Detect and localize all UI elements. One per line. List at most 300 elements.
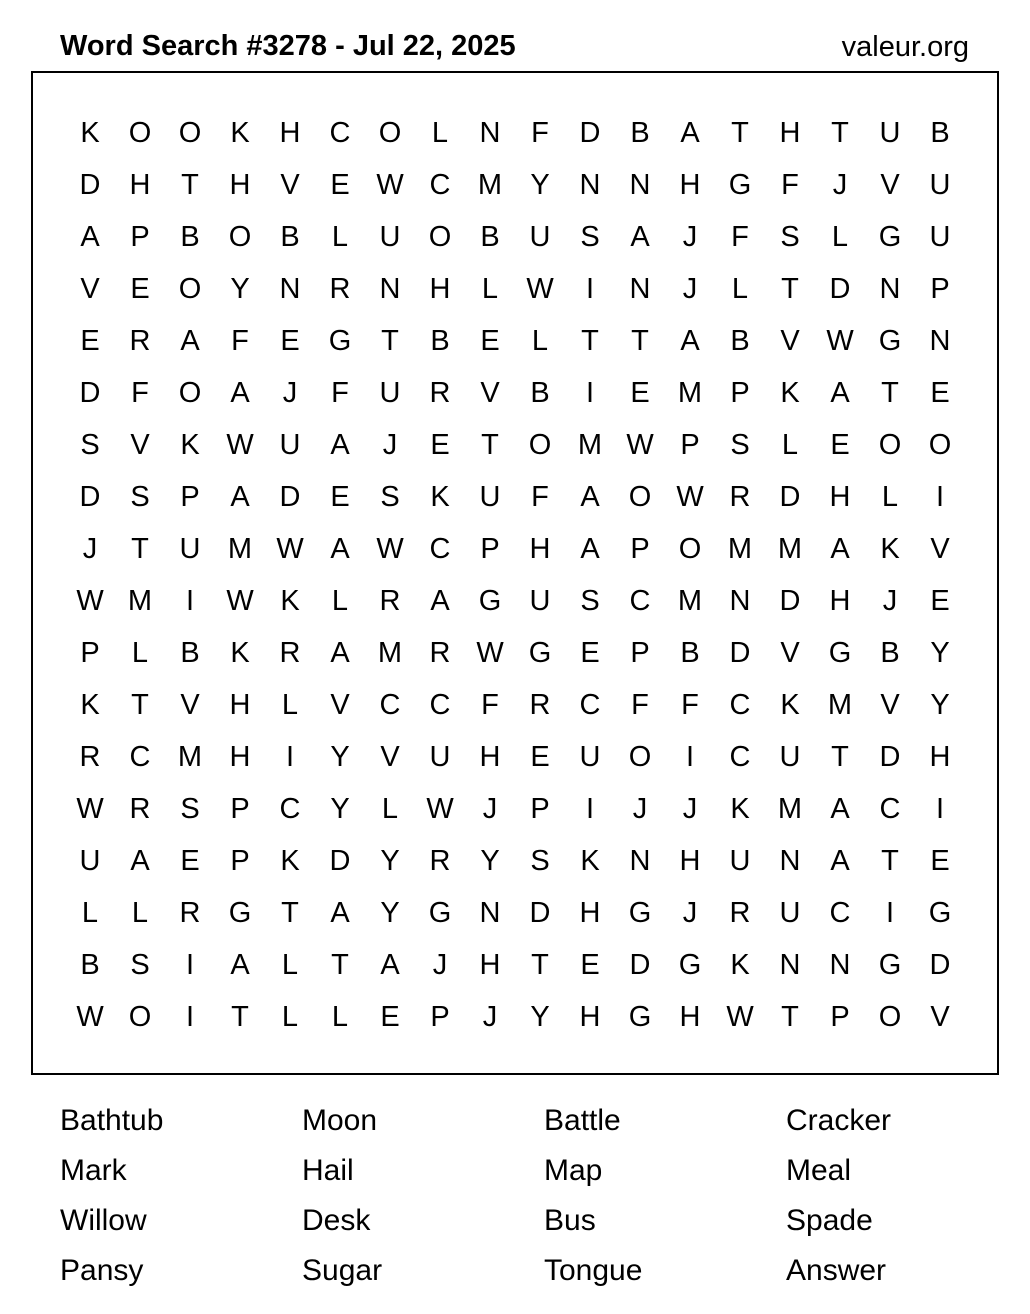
grid-letter[interactable]: O: [178, 377, 202, 409]
grid-letter[interactable]: B: [180, 221, 200, 253]
grid-letter[interactable]: J: [282, 377, 298, 409]
grid-letter[interactable]: H: [429, 273, 451, 305]
grid-letter[interactable]: P: [230, 845, 250, 877]
grid-letter[interactable]: V: [80, 273, 100, 305]
grid-letter[interactable]: Y: [380, 897, 400, 929]
grid-letter[interactable]: B: [680, 637, 700, 669]
grid-letter[interactable]: Y: [230, 273, 250, 305]
grid-letter[interactable]: O: [878, 429, 902, 461]
grid-letter[interactable]: T: [831, 741, 849, 773]
grid-letter[interactable]: A: [830, 845, 850, 877]
grid-letter[interactable]: Y: [930, 637, 950, 669]
grid-letter[interactable]: C: [579, 689, 601, 721]
grid-letter[interactable]: O: [178, 273, 202, 305]
grid-letter[interactable]: A: [330, 533, 350, 565]
grid-letter[interactable]: N: [629, 273, 651, 305]
grid-letter[interactable]: H: [679, 1001, 701, 1033]
grid-letter[interactable]: E: [530, 741, 550, 773]
grid-letter[interactable]: O: [428, 221, 452, 253]
grid-letter[interactable]: J: [682, 897, 698, 929]
grid-letter[interactable]: T: [731, 117, 749, 149]
grid-letter[interactable]: N: [779, 949, 801, 981]
grid-letter[interactable]: C: [729, 741, 751, 773]
grid-letter[interactable]: T: [181, 169, 199, 201]
grid-letter[interactable]: H: [229, 741, 251, 773]
grid-letter[interactable]: N: [279, 273, 301, 305]
grid-letter[interactable]: I: [935, 793, 945, 825]
grid-letter[interactable]: P: [680, 429, 700, 461]
grid-letter[interactable]: E: [930, 377, 950, 409]
grid-letter[interactable]: J: [82, 533, 98, 565]
grid-letter[interactable]: U: [779, 897, 801, 929]
grid-letter[interactable]: G: [478, 585, 502, 617]
grid-letter[interactable]: I: [185, 949, 195, 981]
grid-letter[interactable]: Y: [330, 793, 350, 825]
grid-letter[interactable]: F: [731, 221, 749, 253]
grid-letter[interactable]: K: [230, 117, 250, 149]
grid-letter[interactable]: Y: [380, 845, 400, 877]
grid-letter[interactable]: E: [130, 273, 150, 305]
grid-letter[interactable]: P: [930, 273, 950, 305]
grid-letter[interactable]: L: [781, 429, 799, 461]
grid-letter[interactable]: F: [131, 377, 149, 409]
grid-letter[interactable]: M: [677, 585, 703, 617]
grid-letter[interactable]: W: [826, 325, 854, 357]
grid-letter[interactable]: L: [331, 585, 349, 617]
grid-letter[interactable]: O: [878, 1001, 902, 1033]
grid-letter[interactable]: W: [226, 585, 254, 617]
grid-letter[interactable]: J: [482, 793, 498, 825]
grid-letter[interactable]: M: [677, 377, 703, 409]
grid-letter[interactable]: B: [630, 117, 650, 149]
grid-letter[interactable]: L: [281, 689, 299, 721]
grid-letter[interactable]: L: [881, 481, 899, 513]
grid-letter[interactable]: O: [378, 117, 402, 149]
grid-letter[interactable]: H: [679, 169, 701, 201]
grid-letter[interactable]: P: [80, 637, 100, 669]
grid-letter[interactable]: F: [781, 169, 799, 201]
grid-letter[interactable]: I: [585, 273, 595, 305]
grid-letter[interactable]: O: [128, 117, 152, 149]
grid-letter[interactable]: F: [531, 481, 549, 513]
grid-letter[interactable]: U: [479, 481, 501, 513]
grid-letter[interactable]: L: [81, 897, 99, 929]
grid-letter[interactable]: W: [376, 169, 404, 201]
grid-letter[interactable]: O: [628, 481, 652, 513]
grid-letter[interactable]: F: [631, 689, 649, 721]
grid-letter[interactable]: E: [580, 949, 600, 981]
grid-letter[interactable]: N: [829, 949, 851, 981]
grid-letter[interactable]: U: [79, 845, 101, 877]
grid-letter[interactable]: K: [230, 637, 250, 669]
grid-letter[interactable]: U: [529, 585, 551, 617]
grid-letter[interactable]: H: [129, 169, 151, 201]
grid-letter[interactable]: T: [331, 949, 349, 981]
grid-letter[interactable]: N: [929, 325, 951, 357]
grid-letter[interactable]: N: [779, 845, 801, 877]
grid-letter[interactable]: C: [129, 741, 151, 773]
grid-letter[interactable]: D: [829, 273, 851, 305]
grid-letter[interactable]: T: [581, 325, 599, 357]
grid-letter[interactable]: E: [930, 845, 950, 877]
grid-letter[interactable]: B: [280, 221, 300, 253]
grid-letter[interactable]: R: [279, 637, 301, 669]
grid-letter[interactable]: T: [131, 689, 149, 721]
grid-letter[interactable]: J: [682, 793, 698, 825]
grid-letter[interactable]: C: [429, 533, 451, 565]
grid-letter[interactable]: S: [580, 221, 600, 253]
grid-letter[interactable]: U: [779, 741, 801, 773]
grid-letter[interactable]: N: [479, 117, 501, 149]
grid-letter[interactable]: T: [281, 897, 299, 929]
grid-letter[interactable]: C: [729, 689, 751, 721]
grid-letter[interactable]: G: [878, 325, 902, 357]
grid-letter[interactable]: H: [579, 897, 601, 929]
grid-letter[interactable]: L: [331, 1001, 349, 1033]
grid-letter[interactable]: G: [828, 637, 852, 669]
grid-letter[interactable]: I: [885, 897, 895, 929]
grid-letter[interactable]: E: [830, 429, 850, 461]
grid-letter[interactable]: C: [629, 585, 651, 617]
grid-letter[interactable]: A: [80, 221, 100, 253]
grid-letter[interactable]: M: [777, 793, 803, 825]
grid-letter[interactable]: H: [479, 949, 501, 981]
grid-letter[interactable]: A: [380, 949, 400, 981]
grid-letter[interactable]: G: [528, 637, 552, 669]
grid-letter[interactable]: E: [480, 325, 500, 357]
grid-letter[interactable]: G: [628, 1001, 652, 1033]
grid-letter[interactable]: W: [626, 429, 654, 461]
grid-letter[interactable]: T: [531, 949, 549, 981]
grid-letter[interactable]: I: [585, 793, 595, 825]
grid-letter[interactable]: M: [177, 741, 203, 773]
grid-letter[interactable]: B: [430, 325, 450, 357]
grid-letter[interactable]: D: [79, 377, 101, 409]
grid-letter[interactable]: A: [130, 845, 150, 877]
grid-letter[interactable]: W: [726, 1001, 754, 1033]
grid-letter[interactable]: K: [180, 429, 200, 461]
grid-letter[interactable]: U: [929, 169, 951, 201]
grid-letter[interactable]: M: [777, 533, 803, 565]
grid-letter[interactable]: F: [231, 325, 249, 357]
grid-letter[interactable]: S: [730, 429, 750, 461]
grid-letter[interactable]: L: [281, 949, 299, 981]
grid-letter[interactable]: W: [276, 533, 304, 565]
grid-letter[interactable]: J: [832, 169, 848, 201]
grid-letter[interactable]: K: [580, 845, 600, 877]
grid-letter[interactable]: W: [76, 1001, 104, 1033]
grid-letter[interactable]: T: [631, 325, 649, 357]
grid-letter[interactable]: V: [380, 741, 400, 773]
grid-letter[interactable]: S: [180, 793, 200, 825]
grid-letter[interactable]: T: [231, 1001, 249, 1033]
grid-letter[interactable]: A: [680, 117, 700, 149]
grid-letter[interactable]: S: [380, 481, 400, 513]
grid-letter[interactable]: V: [880, 689, 900, 721]
grid-letter[interactable]: R: [429, 845, 451, 877]
grid-letter[interactable]: G: [328, 325, 352, 357]
grid-letter[interactable]: D: [629, 949, 651, 981]
grid-letter[interactable]: H: [279, 117, 301, 149]
grid-letter[interactable]: A: [580, 481, 600, 513]
grid-letter[interactable]: H: [529, 533, 551, 565]
grid-letter[interactable]: D: [79, 169, 101, 201]
grid-letter[interactable]: U: [379, 221, 401, 253]
grid-letter[interactable]: T: [781, 273, 799, 305]
grid-letter[interactable]: R: [179, 897, 201, 929]
grid-letter[interactable]: A: [830, 377, 850, 409]
grid-letter[interactable]: L: [831, 221, 849, 253]
grid-letter[interactable]: D: [879, 741, 901, 773]
grid-letter[interactable]: T: [831, 117, 849, 149]
grid-letter[interactable]: N: [879, 273, 901, 305]
grid-letter[interactable]: O: [528, 429, 552, 461]
grid-letter[interactable]: Y: [330, 741, 350, 773]
grid-letter[interactable]: B: [730, 325, 750, 357]
grid-letter[interactable]: S: [580, 585, 600, 617]
grid-letter[interactable]: R: [429, 637, 451, 669]
grid-letter[interactable]: M: [227, 533, 253, 565]
grid-letter[interactable]: P: [630, 533, 650, 565]
grid-letter[interactable]: N: [729, 585, 751, 617]
grid-letter[interactable]: K: [730, 793, 750, 825]
grid-letter[interactable]: A: [230, 949, 250, 981]
grid-letter[interactable]: B: [480, 221, 500, 253]
grid-letter[interactable]: B: [880, 637, 900, 669]
grid-letter[interactable]: R: [379, 585, 401, 617]
grid-letter[interactable]: P: [430, 1001, 450, 1033]
grid-letter[interactable]: E: [280, 325, 300, 357]
grid-letter[interactable]: B: [80, 949, 100, 981]
grid-letter[interactable]: C: [879, 793, 901, 825]
grid-letter[interactable]: Y: [480, 845, 500, 877]
grid-letter[interactable]: N: [629, 845, 651, 877]
grid-letter[interactable]: E: [380, 1001, 400, 1033]
grid-letter[interactable]: N: [479, 897, 501, 929]
grid-letter[interactable]: U: [279, 429, 301, 461]
grid-letter[interactable]: W: [76, 793, 104, 825]
grid-letter[interactable]: R: [529, 689, 551, 721]
grid-letter[interactable]: U: [729, 845, 751, 877]
grid-letter[interactable]: E: [630, 377, 650, 409]
grid-letter[interactable]: O: [178, 117, 202, 149]
grid-letter[interactable]: E: [430, 429, 450, 461]
grid-letter[interactable]: V: [330, 689, 350, 721]
grid-letter[interactable]: V: [880, 169, 900, 201]
grid-letter[interactable]: V: [130, 429, 150, 461]
grid-letter[interactable]: E: [930, 585, 950, 617]
grid-letter[interactable]: F: [681, 689, 699, 721]
grid-letter[interactable]: Y: [930, 689, 950, 721]
grid-letter[interactable]: W: [76, 585, 104, 617]
grid-letter[interactable]: J: [682, 273, 698, 305]
grid-letter[interactable]: W: [226, 429, 254, 461]
grid-letter[interactable]: D: [79, 481, 101, 513]
grid-letter[interactable]: R: [729, 481, 751, 513]
grid-letter[interactable]: K: [730, 949, 750, 981]
grid-letter[interactable]: A: [330, 637, 350, 669]
grid-letter[interactable]: P: [630, 637, 650, 669]
grid-letter[interactable]: L: [531, 325, 549, 357]
grid-letter[interactable]: E: [580, 637, 600, 669]
grid-letter[interactable]: J: [632, 793, 648, 825]
grid-letter[interactable]: H: [229, 689, 251, 721]
grid-letter[interactable]: B: [930, 117, 950, 149]
grid-letter[interactable]: S: [530, 845, 550, 877]
grid-letter[interactable]: T: [881, 377, 899, 409]
grid-letter[interactable]: K: [80, 117, 100, 149]
grid-letter[interactable]: T: [381, 325, 399, 357]
grid-letter[interactable]: D: [929, 949, 951, 981]
grid-letter[interactable]: N: [629, 169, 651, 201]
grid-letter[interactable]: I: [185, 585, 195, 617]
grid-letter[interactable]: W: [476, 637, 504, 669]
grid-letter[interactable]: B: [530, 377, 550, 409]
grid-letter[interactable]: H: [679, 845, 701, 877]
grid-letter[interactable]: J: [382, 429, 398, 461]
grid-letter[interactable]: C: [279, 793, 301, 825]
grid-letter[interactable]: U: [879, 117, 901, 149]
grid-letter[interactable]: I: [935, 481, 945, 513]
grid-letter[interactable]: A: [680, 325, 700, 357]
grid-letter[interactable]: J: [432, 949, 448, 981]
grid-letter[interactable]: E: [180, 845, 200, 877]
grid-letter[interactable]: G: [878, 221, 902, 253]
grid-letter[interactable]: B: [180, 637, 200, 669]
grid-letter[interactable]: V: [780, 637, 800, 669]
grid-letter[interactable]: O: [928, 429, 952, 461]
grid-letter[interactable]: G: [628, 897, 652, 929]
grid-letter[interactable]: C: [429, 169, 451, 201]
grid-letter[interactable]: F: [331, 377, 349, 409]
grid-letter[interactable]: G: [428, 897, 452, 929]
grid-letter[interactable]: S: [130, 481, 150, 513]
grid-letter[interactable]: D: [579, 117, 601, 149]
grid-letter[interactable]: R: [129, 793, 151, 825]
grid-letter[interactable]: E: [80, 325, 100, 357]
grid-letter[interactable]: W: [526, 273, 554, 305]
grid-letter[interactable]: L: [131, 637, 149, 669]
grid-letter[interactable]: K: [430, 481, 450, 513]
grid-letter[interactable]: T: [881, 845, 899, 877]
grid-letter[interactable]: L: [381, 793, 399, 825]
grid-letter[interactable]: R: [79, 741, 101, 773]
grid-letter[interactable]: O: [128, 1001, 152, 1033]
grid-letter[interactable]: R: [129, 325, 151, 357]
grid-letter[interactable]: V: [930, 533, 950, 565]
grid-letter[interactable]: D: [329, 845, 351, 877]
grid-letter[interactable]: H: [929, 741, 951, 773]
grid-letter[interactable]: S: [780, 221, 800, 253]
grid-letter[interactable]: E: [330, 169, 350, 201]
grid-letter[interactable]: W: [426, 793, 454, 825]
grid-letter[interactable]: J: [682, 221, 698, 253]
grid-letter[interactable]: M: [127, 585, 153, 617]
grid-letter[interactable]: L: [131, 897, 149, 929]
grid-letter[interactable]: M: [827, 689, 853, 721]
grid-letter[interactable]: H: [829, 585, 851, 617]
grid-letter[interactable]: U: [429, 741, 451, 773]
grid-letter[interactable]: N: [379, 273, 401, 305]
grid-letter[interactable]: H: [829, 481, 851, 513]
grid-letter[interactable]: R: [429, 377, 451, 409]
grid-letter[interactable]: W: [376, 533, 404, 565]
grid-letter[interactable]: L: [281, 1001, 299, 1033]
grid-letter[interactable]: L: [431, 117, 449, 149]
grid-letter[interactable]: D: [779, 481, 801, 513]
grid-letter[interactable]: G: [878, 949, 902, 981]
grid-letter[interactable]: K: [780, 377, 800, 409]
grid-letter[interactable]: L: [731, 273, 749, 305]
grid-letter[interactable]: U: [529, 221, 551, 253]
grid-letter[interactable]: L: [481, 273, 499, 305]
grid-letter[interactable]: F: [531, 117, 549, 149]
grid-letter[interactable]: D: [529, 897, 551, 929]
grid-letter[interactable]: A: [230, 481, 250, 513]
grid-letter[interactable]: P: [530, 793, 550, 825]
grid-letter[interactable]: U: [179, 533, 201, 565]
grid-letter[interactable]: T: [481, 429, 499, 461]
grid-letter[interactable]: A: [180, 325, 200, 357]
grid-letter[interactable]: V: [780, 325, 800, 357]
grid-letter[interactable]: P: [230, 793, 250, 825]
grid-letter[interactable]: M: [727, 533, 753, 565]
grid-letter[interactable]: P: [480, 533, 500, 565]
grid-letter[interactable]: S: [130, 949, 150, 981]
grid-letter[interactable]: O: [228, 221, 252, 253]
grid-letter[interactable]: R: [329, 273, 351, 305]
grid-letter[interactable]: M: [577, 429, 603, 461]
grid-letter[interactable]: T: [131, 533, 149, 565]
grid-letter[interactable]: A: [230, 377, 250, 409]
grid-letter[interactable]: K: [280, 845, 300, 877]
grid-letter[interactable]: I: [285, 741, 295, 773]
grid-letter[interactable]: V: [480, 377, 500, 409]
grid-letter[interactable]: A: [830, 533, 850, 565]
grid-letter[interactable]: T: [781, 1001, 799, 1033]
grid-letter[interactable]: K: [780, 689, 800, 721]
grid-letter[interactable]: H: [479, 741, 501, 773]
grid-letter[interactable]: V: [180, 689, 200, 721]
grid-letter[interactable]: A: [330, 897, 350, 929]
grid-letter[interactable]: C: [829, 897, 851, 929]
grid-letter[interactable]: R: [729, 897, 751, 929]
grid-letter[interactable]: I: [185, 1001, 195, 1033]
grid-letter[interactable]: M: [377, 637, 403, 669]
grid-letter[interactable]: P: [730, 377, 750, 409]
grid-letter[interactable]: G: [678, 949, 702, 981]
grid-letter[interactable]: C: [379, 689, 401, 721]
grid-letter[interactable]: V: [280, 169, 300, 201]
grid-letter[interactable]: J: [482, 1001, 498, 1033]
grid-letter[interactable]: F: [481, 689, 499, 721]
grid-letter[interactable]: G: [228, 897, 252, 929]
grid-letter[interactable]: C: [429, 689, 451, 721]
grid-letter[interactable]: U: [579, 741, 601, 773]
grid-letter[interactable]: P: [830, 1001, 850, 1033]
grid-letter[interactable]: A: [330, 429, 350, 461]
grid-letter[interactable]: U: [379, 377, 401, 409]
grid-letter[interactable]: G: [728, 169, 752, 201]
grid-letter[interactable]: V: [930, 1001, 950, 1033]
grid-letter[interactable]: P: [180, 481, 200, 513]
grid-letter[interactable]: K: [880, 533, 900, 565]
grid-letter[interactable]: E: [330, 481, 350, 513]
grid-letter[interactable]: L: [331, 221, 349, 253]
grid-letter[interactable]: I: [585, 377, 595, 409]
grid-letter[interactable]: P: [130, 221, 150, 253]
grid-letter[interactable]: O: [678, 533, 702, 565]
